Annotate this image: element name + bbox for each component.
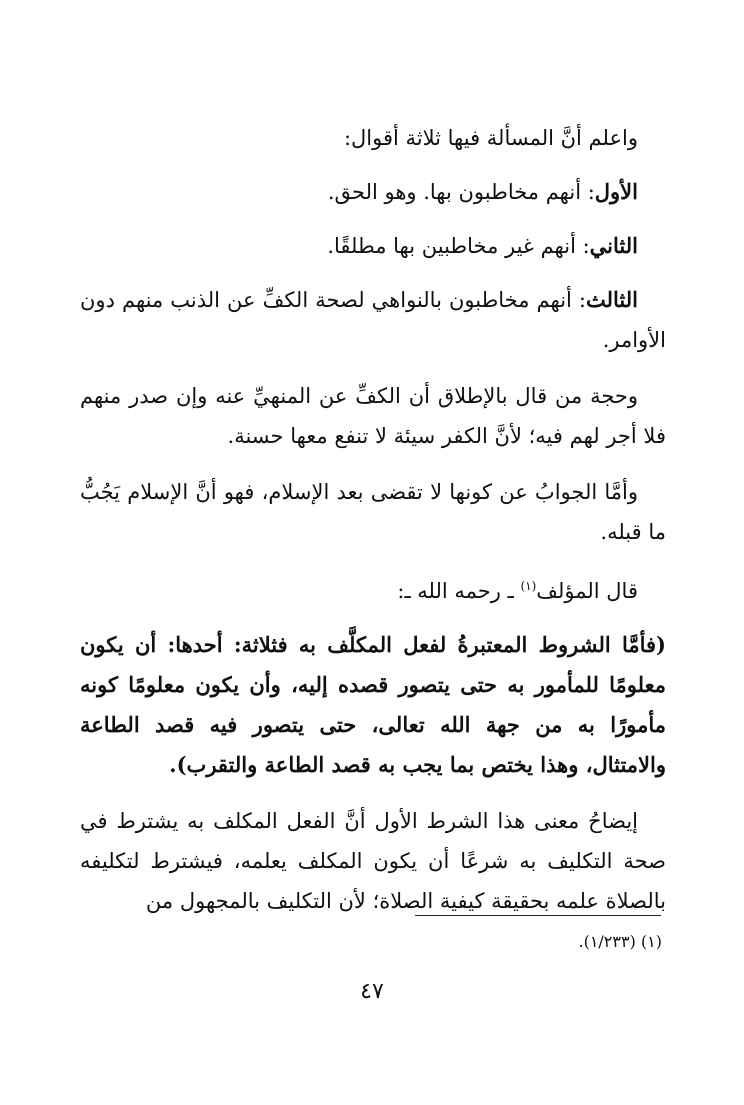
footnote: (١) (١/٢٣٣). xyxy=(578,932,662,951)
page-body xyxy=(80,118,666,921)
second-opinion-label: الثاني xyxy=(589,233,638,258)
footnote-marker: (١) xyxy=(520,579,537,593)
main-text-paragraph: (فأمَّا الشروط المعتبرةُ لفعل المكلَّف به فثلاثة: أحدها: أن يكون معلومًا للمأمور به حتى يتصور قصده إليه، وأن يكون معلومًا كونه مأمورًا به من جهة الله تعالى، حتى يتصور فيه قصد الطاعة والامتثال، وهذا يختص بما يجب به قصد الطاعة والتقرب). xyxy=(80,632,666,777)
first-opinion-text: : أنهم مخاطبون بها. وهو الحق. xyxy=(327,180,595,204)
footnote-divider xyxy=(415,915,661,916)
third-opinion xyxy=(80,280,666,360)
intro-paragraph: واعلم أنَّ المسألة فيها ثلاثة أقوال: xyxy=(343,126,638,150)
argument-paragraph: وحجة من قال بالإطلاق أن الكفِّ عن المنهيِّ عنه وإن صدر منهم فلا أجر لهم فيه؛ لأنَّ الكفر سيئة لا تنفع معها حسنة. xyxy=(80,384,666,448)
page-number: ٤٧ xyxy=(360,979,384,1004)
response-paragraph: وأمَّا الجوابُ عن كونها لا تقضى بعد الإسلام، فهو أنَّ الإسلام يَجُبُّ ما قبله. xyxy=(80,480,666,544)
third-opinion-text: : أنهم مخاطبون بالنواهي لصحة الكفِّ عن الذنب منهم دون الأوامر. xyxy=(80,288,666,352)
first-opinion-label: الأول xyxy=(594,179,638,204)
third-opinion-label: الثالث xyxy=(586,287,638,312)
second-opinion-text: : أنهم غير مخاطبين بها مطلقًا. xyxy=(327,234,590,258)
first-opinion xyxy=(80,172,666,212)
explanation-paragraph: إيضاحُ معنى هذا الشرط الأول أنَّ الفعل المكلف به يشترط في صحة التكليف به شرعًا أن يكون المكلف يعلمه، فيشترط لتكليفه بالصلاة علمه بحقيقة كيفية الصلاة؛ لأن التكليف بالمجهول من xyxy=(80,809,666,913)
author-says-line xyxy=(80,566,666,611)
author-says-prefix: قال المؤلف xyxy=(536,579,638,603)
author-says-suffix: ـ رحمه الله ـ: xyxy=(397,579,521,603)
second-opinion xyxy=(80,226,666,266)
